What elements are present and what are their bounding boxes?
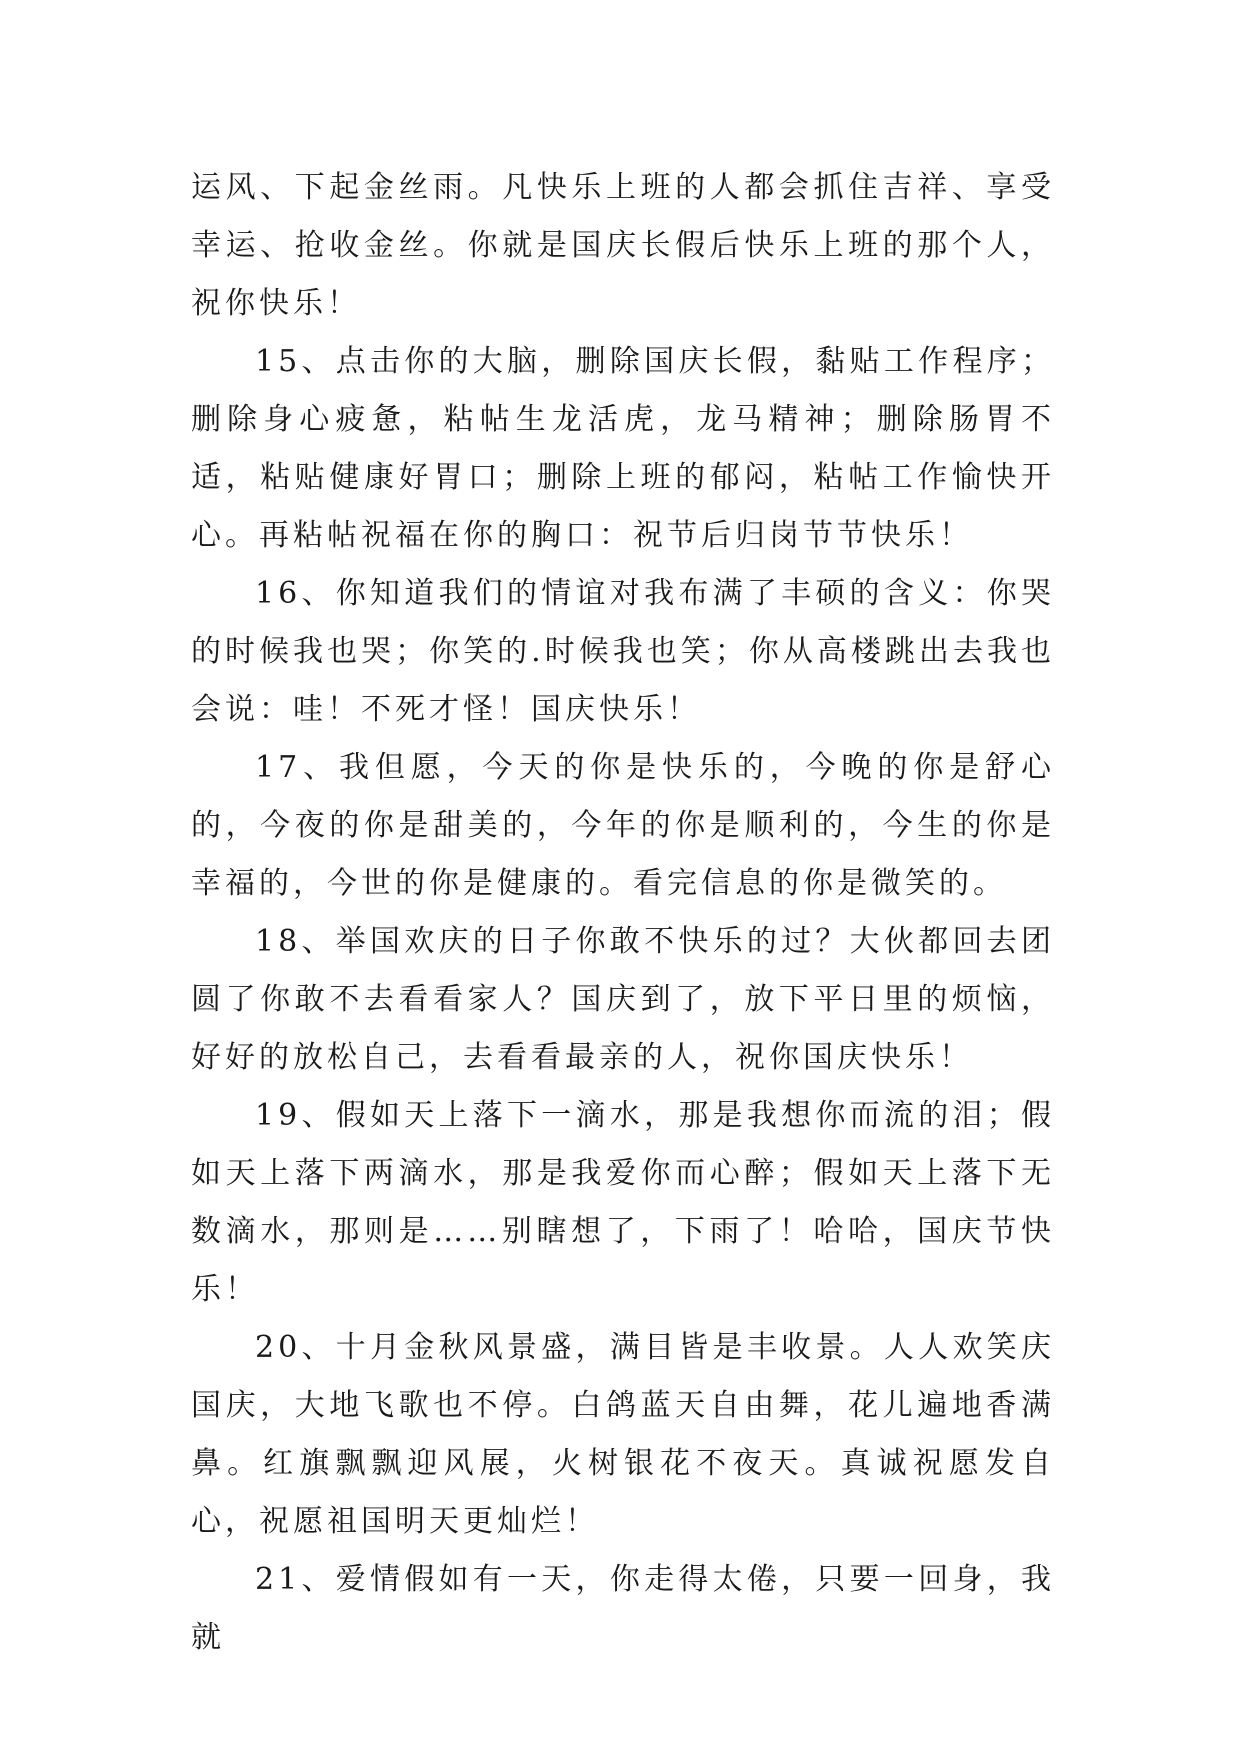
paragraph-19: 19、假如天上落下一滴水，那是我想你而流的泪；假如天上落下两滴水，那是我爱你而心醉；假如天上落下无数滴水，那则是……别瞎想了，下雨了！哈哈，国庆节快乐！ bbox=[191, 1098, 1055, 1307]
paragraph-18: 18、举国欢庆的日子你敢不快乐的过？大伙都回去团圆了你敢不去看看家人？国庆到了，放下平日里的烦恼，好好的放松自己，去看看最亲的人，祝你国庆快乐！ bbox=[191, 924, 1055, 1075]
paragraph-continuation: 运风、下起金丝雨。凡快乐上班的人都会抓住吉祥、享受幸运、抢收金丝。你就是国庆长假后快乐上班的那个人，祝你快乐！ bbox=[191, 170, 1055, 321]
paragraph-16: 16、你知道我们的情谊对我布满了丰硕的含义：你哭的时候我也哭；你笑的.时候我也笑；你从高楼跳出去我也会说：哇！不死才怪！国庆快乐！ bbox=[191, 576, 1055, 727]
paragraph-20: 20、十月金秋风景盛，满目皆是丰收景。人人欢笑庆国庆，大地飞歌也不停。白鸽蓝天自由舞，花儿遍地香满鼻。红旗飘飘迎风展，火树银花不夜天。真诚祝愿发自心，祝愿祖国明天更灿烂！ bbox=[191, 1330, 1055, 1539]
paragraph-15: 15、点击你的大脑，删除国庆长假，黏贴工作程序；删除身心疲惫，粘帖生龙活虎，龙马精神；删除肠胃不适，粘贴健康好胃口；删除上班的郁闷，粘帖工作愉快开心。再粘帖祝福在你的胸口：祝节后归岗节节快乐！ bbox=[191, 344, 1055, 553]
paragraph-17: 17、我但愿，今天的你是快乐的，今晚的你是舒心的，今夜的你是甜美的，今年的你是顺利的，今生的你是幸福的，今世的你是健康的。看完信息的你是微笑的。 bbox=[191, 750, 1055, 901]
document-body bbox=[191, 159, 1055, 1667]
paragraph-21: 21、爱情假如有一天，你走得太倦，只要一回身，我就 bbox=[191, 1562, 1055, 1655]
